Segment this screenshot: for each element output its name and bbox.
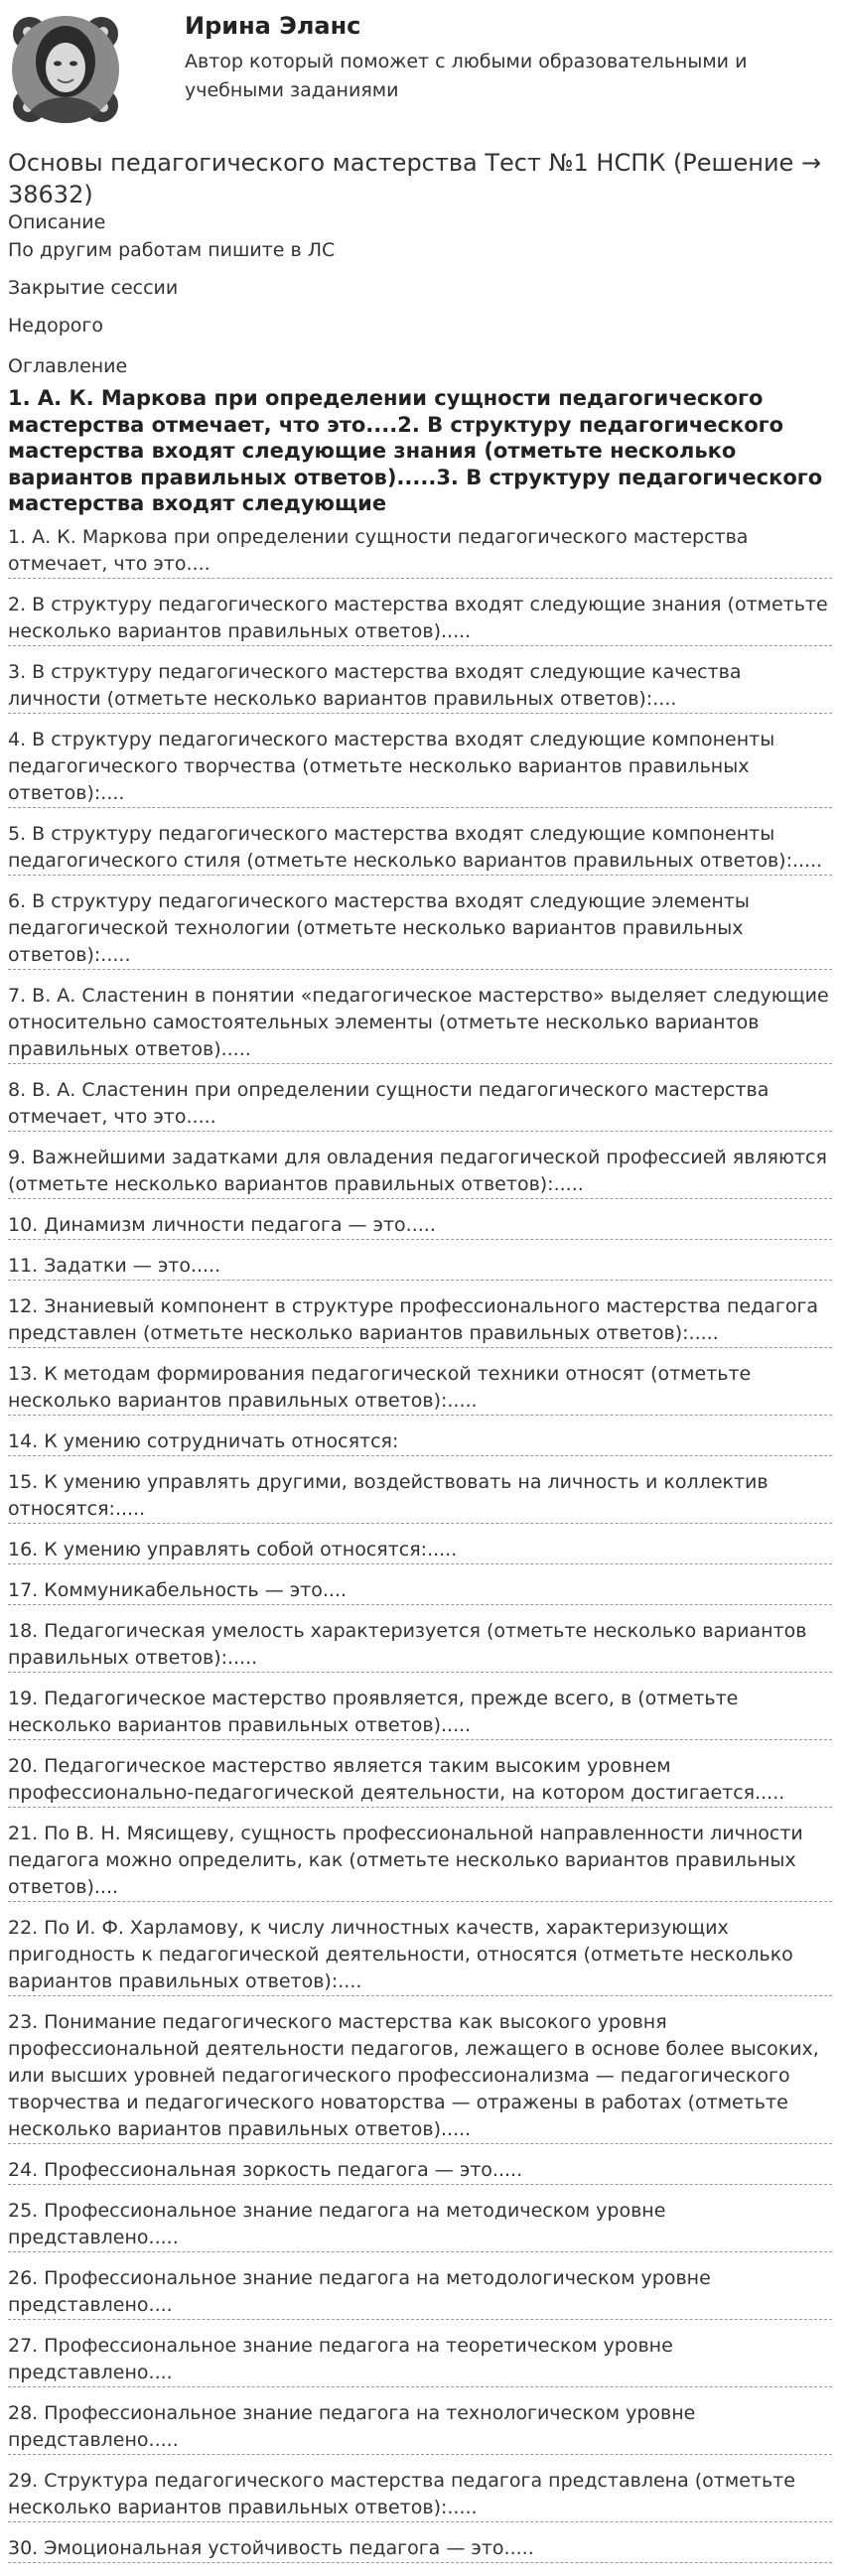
author-avatar[interactable] [8, 12, 123, 127]
description-text: По другим работам пишите в ЛС [8, 239, 336, 261]
question-link[interactable]: 5. В структуру педагогического мастерства входят следующие компоненты педагогического стиля (отметьте несколько вариантов правильных ответов):..... [8, 821, 832, 876]
question-link[interactable]: 10. Динамизм личности педагога — это..... [8, 1212, 832, 1240]
question-link[interactable]: 14. К умению сотрудничать относятся: [8, 1428, 832, 1456]
question-link[interactable]: 20. Педагогическое мастерство является таким высоким уровнем профессионально-педагогической деятельности, на котором достигается..... [8, 1753, 832, 1808]
question-link[interactable]: 29. Структура педагогического мастерства педагога представлена (отметьте несколько вариантов правильных ответов):..... [8, 2468, 832, 2522]
question-link[interactable]: 8. В. А. Сластенин при определении сущности педагогического мастерства отмечает, что это..... [8, 1077, 832, 1132]
tag-cheap: Недорого [8, 315, 104, 337]
question-link[interactable]: 17. Коммуникабельность — это.... [8, 1577, 832, 1605]
question-link[interactable]: 1. А. К. Маркова при определении сущности педагогического мастерства отмечает, что это.... [8, 524, 832, 579]
question-link[interactable]: 13. К методам формирования педагогической техники относят (отметьте несколько вариантов правильных ответов):..... [8, 1361, 832, 1416]
question-link[interactable]: 30. Эмоциональная устойчивость педагога — это..... [8, 2535, 832, 2563]
page-title: Основы педагогического мастерства Тест №1 НСПК (Решение → 38632) [8, 149, 822, 208]
question-link[interactable]: 22. По И. Ф. Харламову, к числу личностных качеств, характеризующих пригодность к педагогической деятельности, относятся (отметьте несколько вариантов правильных ответов):.... [8, 1915, 832, 1996]
question-link[interactable]: 28. Профессиональное знание педагога на технологическом уровне представлено..... [8, 2400, 832, 2455]
question-link[interactable]: 26. Профессиональное знание педагога на методологическом уровне представлено.... [8, 2265, 832, 2320]
question-link[interactable]: 21. По В. Н. Мясищеву, сущность профессиональной направленности личности педагога можно определить, как (отметьте несколько вариантов правильных ответов).... [8, 1821, 832, 1902]
question-link[interactable]: 4. В структуру педагогического мастерства входят следующие компоненты педагогического творчества (отметьте несколько вариантов правильных ответов):.... [8, 727, 832, 808]
question-link[interactable]: 16. К умению управлять собой относятся:..... [8, 1537, 832, 1564]
question-link[interactable]: 24. Профессиональная зоркость педагога — это..... [8, 2157, 832, 2185]
question-link[interactable]: 12. Знаниевый компонент в структуре профессионального мастерства педагога представлен (отметьте несколько вариантов правильных ответов):..... [8, 1293, 832, 1348]
question-link[interactable]: 27. Профессиональное знание педагога на теоретическом уровне представлено.... [8, 2333, 832, 2387]
description-label: Описание [8, 211, 106, 233]
question-link[interactable]: 11. Задатки — это..... [8, 1253, 832, 1281]
question-link[interactable]: 2. В структуру педагогического мастерства входят следующие знания (отметьте несколько вариантов правильных ответов)..... [8, 592, 832, 646]
question-link[interactable]: 6. В структуру педагогического мастерства входят следующие элементы педагогической технологии (отметьте несколько вариантов правильных ответов):..... [8, 888, 832, 970]
question-link[interactable]: 25. Профессиональное знание педагога на методическом уровне представлено..... [8, 2198, 832, 2252]
toc-summary: 1. А. К. Маркова при определении сущности педагогического мастерства отмечает, что это....2. В структуру педагогического мастерства входят следующие знания (отметьте несколько вариантов правильных ответов).....3. В структуру педагогического мастерства входят следующие [8, 386, 823, 515]
toc-label: Оглавление [8, 355, 128, 377]
author-name[interactable]: Ирина Эланс [185, 12, 361, 40]
question-link[interactable]: 23. Понимание педагогического мастерства как высокого уровня профессиональной деятельности педагогов, лежащего в основе более высоких, или высших уровней педагогического профессионализма — педагогического творчества и педагогического новаторства — отражены в работах (отметьте несколько вариантов правильных ответов)..... [8, 2009, 832, 2144]
question-link[interactable]: 3. В структуру педагогического мастерства входят следующие качества личности (отметьте несколько вариантов правильных ответов):.... [8, 659, 832, 714]
question-link[interactable]: 18. Педагогическая умелость характеризуется (отметьте несколько вариантов правильных ответов):..... [8, 1618, 832, 1673]
question-link[interactable]: 9. Важнейшими задатками для овладения педагогической профессией являются (отметьте несколько вариантов правильных ответов):..... [8, 1145, 832, 1199]
question-link[interactable]: 7. В. А. Сластенин в понятии «педагогическое мастерство» выделяет следующие относительно самостоятельных элементы (отметьте несколько вариантов правильных ответов)..... [8, 983, 832, 1064]
tag-closing-session: Закрытие сессии [8, 277, 179, 299]
author-header [0, 0, 841, 139]
question-link[interactable]: 15. К умению управлять другими, воздействовать на личность и коллектив относятся:..... [8, 1469, 832, 1524]
question-link[interactable]: 19. Педагогическое мастерство проявляется, прежде всего, в (отметьте несколько вариантов правильных ответов)..... [8, 1686, 832, 1740]
question-list [8, 524, 832, 2576]
author-description: Автор который поможет с любыми образовательными и учебными заданиями [185, 51, 748, 101]
